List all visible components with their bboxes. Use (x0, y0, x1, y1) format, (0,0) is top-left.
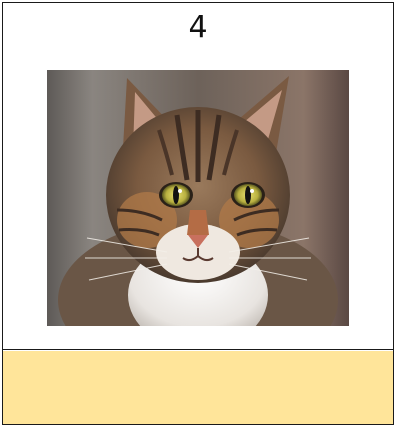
flash-card (2, 2, 394, 425)
cat-photo (47, 70, 349, 326)
answer-area[interactable] (3, 351, 393, 425)
card-number: 4 (188, 10, 208, 45)
card-image-panel (3, 3, 393, 349)
